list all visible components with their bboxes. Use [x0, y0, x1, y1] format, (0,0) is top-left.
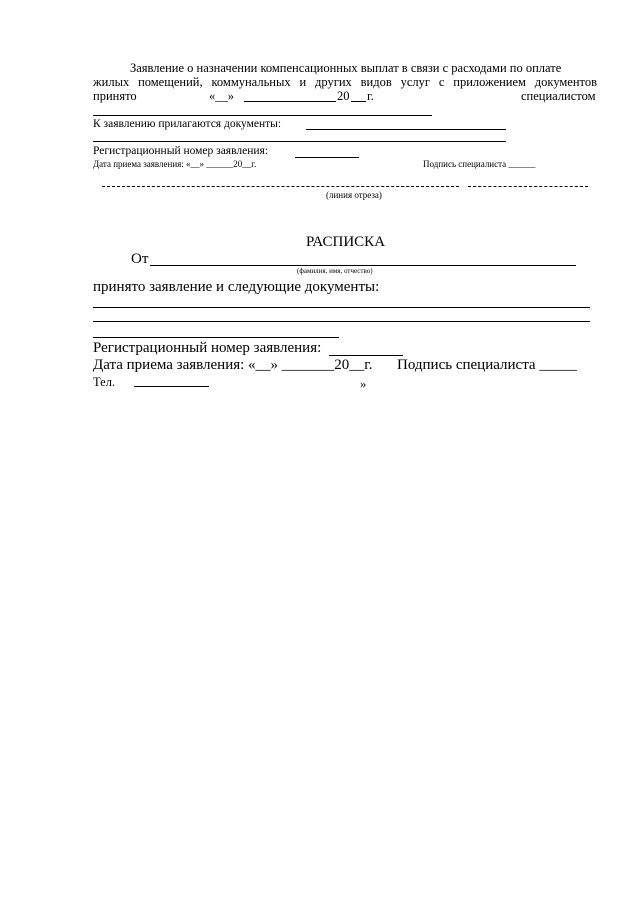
- year-prefix: 20: [337, 89, 350, 103]
- receipt-title: РАСПИСКА: [306, 234, 386, 250]
- cut-line-label: (линия отреза): [326, 190, 382, 200]
- reg-number-line: [295, 157, 359, 158]
- stray-quote-mark: »: [360, 377, 367, 391]
- docs-line-3: [93, 337, 339, 338]
- application-intro-line2: жилых помещений, коммунальных и других видов услуг с приложением документов: [93, 75, 597, 89]
- specialist-name-line: [93, 115, 432, 116]
- date-day-blank: «__»: [209, 89, 234, 103]
- receipt-reg-number-line: [329, 355, 403, 356]
- receipt-date-label: Дата приема заявления: «__» ______20__г.: [93, 159, 257, 169]
- accepted-label: принято: [93, 89, 137, 103]
- cut-line-right: [468, 186, 588, 187]
- year-suffix: г.: [367, 89, 374, 103]
- docs-line-1: [93, 307, 590, 308]
- attached-docs-line-2: [93, 141, 506, 142]
- specialist-label: специалистом: [521, 89, 596, 103]
- attached-docs-label: К заявлению прилагаются документы:: [93, 118, 282, 130]
- receipt-reg-number-label: Регистрационный номер заявления:: [93, 340, 322, 356]
- attached-docs-line-1: [306, 129, 506, 130]
- full-name-caption: (фамилия, имя, отчество): [297, 267, 373, 275]
- application-intro-line1: Заявление о назначении компенсационных выплат в связи с расходами по оплате: [130, 61, 562, 75]
- full-name-line: [150, 265, 576, 266]
- accepted-docs-label: принято заявление и следующие документы:: [93, 279, 380, 295]
- docs-line-2: [93, 321, 590, 322]
- specialist-signature-label: Подпись специалиста ______: [423, 159, 536, 169]
- date-month-line: [244, 101, 336, 102]
- phone-label: Тел.: [93, 375, 116, 389]
- reg-number-label: Регистрационный номер заявления:: [93, 145, 269, 157]
- receipt-signature-label: Подпись специалиста _____: [397, 357, 577, 373]
- receipt-date-label: Дата приема заявления: «__» _______20__г.: [93, 357, 373, 373]
- from-label: От: [131, 251, 149, 267]
- phone-line: [134, 386, 209, 387]
- cut-line-left: [102, 186, 459, 187]
- year-line: [351, 101, 366, 102]
